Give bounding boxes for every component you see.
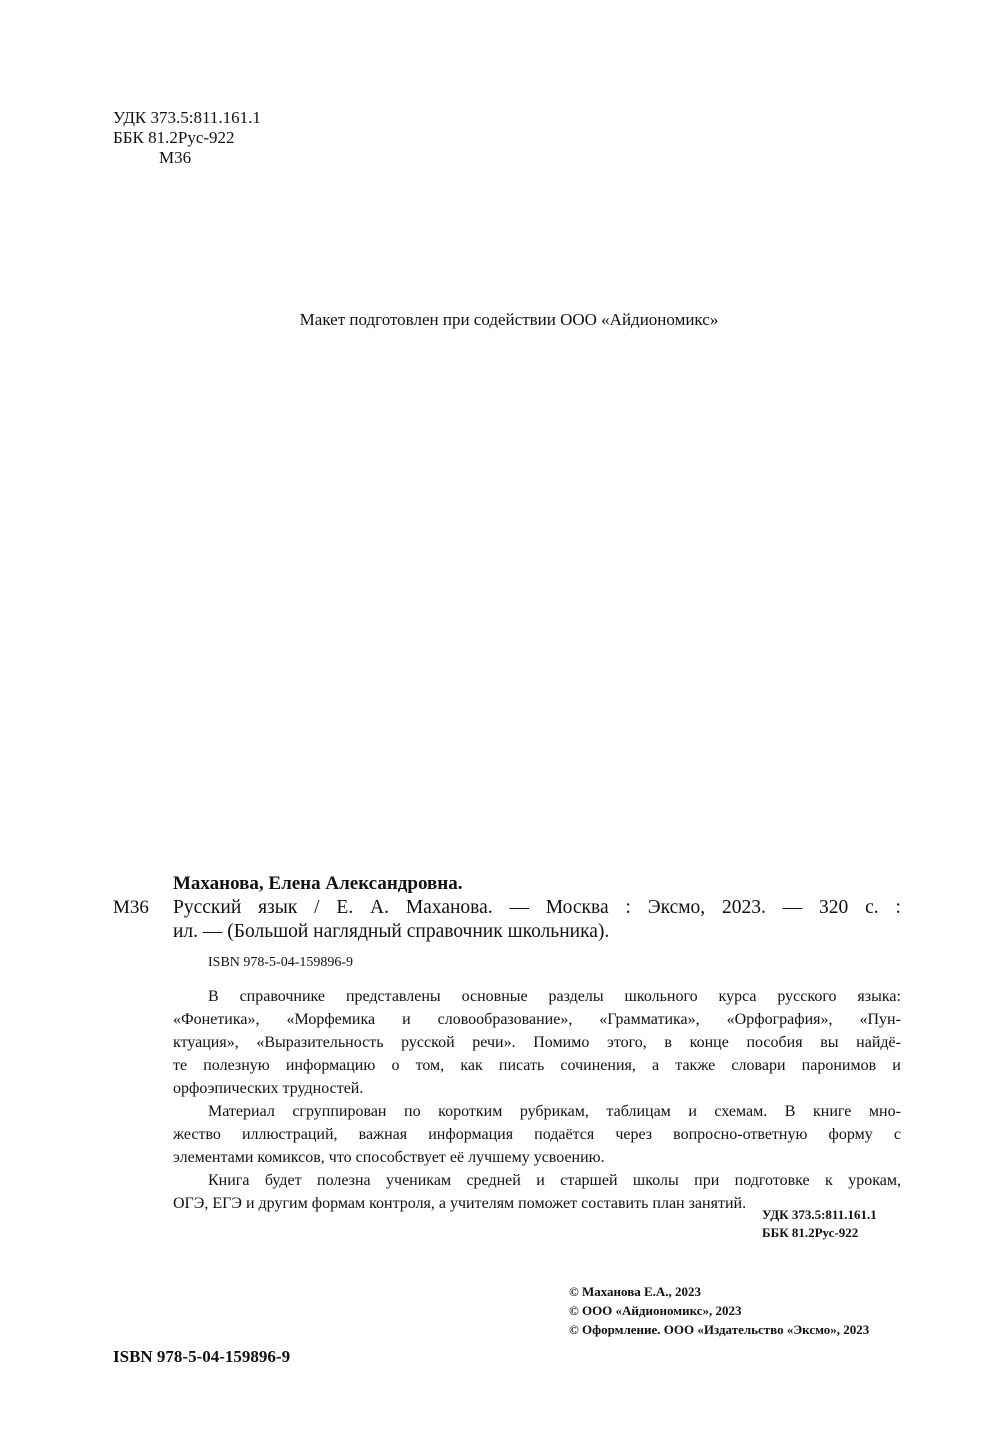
title-word: Эксмо, bbox=[647, 897, 706, 918]
title-word: : bbox=[895, 897, 901, 918]
title-word: Русский bbox=[173, 897, 242, 918]
isbn-large: ISBN 978-5-04-159896-9 bbox=[113, 1347, 291, 1366]
title-word: Е. bbox=[336, 897, 354, 918]
copyright-aidionomics: © ООО «Айдиономикс», 2023 bbox=[569, 1303, 742, 1318]
card-author: Маханова, Елена Александровна. bbox=[173, 873, 463, 894]
copyright-author: © Маханова Е.А., 2023 bbox=[569, 1284, 702, 1299]
udk-code: УДК 373.5:811.161.1 bbox=[113, 108, 261, 127]
title-word: / bbox=[314, 897, 320, 918]
title-word: — bbox=[782, 897, 803, 918]
annotation-line: орфоэпических трудностей. bbox=[173, 1080, 364, 1097]
copyright-block bbox=[569, 1282, 869, 1339]
top-classification-codes bbox=[113, 108, 261, 168]
card-author-sign: М36 bbox=[113, 897, 149, 918]
title-word: Москва bbox=[545, 897, 609, 918]
annotation-line: элементами комиксов, что способствует её лучшему усвоению. bbox=[173, 1149, 605, 1166]
card-udk-code: УДК 373.5:811.161.1 bbox=[762, 1207, 877, 1222]
card-annotation bbox=[173, 985, 901, 1215]
annotation-line: жество иллюстраций, важная информация подаётся через вопросно-ответную форму с bbox=[173, 1126, 901, 1143]
annotation-line: Книга будет полезна ученикам средней и старшей школы при подготовке к урокам, bbox=[208, 1172, 901, 1189]
annotation-line: «Фонетика», «Морфемика и словообразование», «Грамматика», «Орфография», «Пун- bbox=[173, 1011, 901, 1028]
title-word: Маханова. bbox=[405, 897, 493, 918]
title-word: 320 bbox=[819, 897, 849, 918]
card-title-line-2: ил. — (Большой наглядный справочник школьника). bbox=[173, 921, 610, 942]
card-title-line-1 bbox=[173, 896, 901, 920]
author-sign: М36 bbox=[159, 148, 192, 167]
title-word: : bbox=[625, 897, 631, 918]
title-word: язык bbox=[258, 897, 298, 918]
production-credit: Макет подготовлен при содействии ООО «Айдиономикс» bbox=[299, 310, 719, 329]
title-word: 2023. bbox=[722, 897, 766, 918]
copyright-design: © Оформление. ООО «Издательство «Эксмо», 2023 bbox=[569, 1322, 870, 1337]
bbk-code: ББК 81.2Рус-922 bbox=[113, 128, 235, 147]
card-classification-codes bbox=[762, 1206, 877, 1242]
title-word: А. bbox=[370, 897, 389, 918]
annotation-line: ктуация», «Выразительность русской речи». Помимо этого, в конце пособия вы найдё- bbox=[173, 1034, 901, 1051]
annotation-line: ОГЭ, ЕГЭ и другим формам контроля, а учителям поможет составить план занятий. bbox=[173, 1195, 747, 1212]
card-isbn: ISBN 978-5-04-159896-9 bbox=[208, 955, 354, 970]
annotation-line: те полезную информацию о том, как писать сочинения, а также словари паронимов и bbox=[173, 1057, 901, 1074]
title-word: — bbox=[509, 897, 529, 918]
title-word: с. bbox=[865, 897, 879, 918]
annotation-line: Материал сгруппирован по коротким рубрикам, таблицам и схемам. В книге мно- bbox=[208, 1103, 901, 1120]
card-bbk-code: ББК 81.2Рус-922 bbox=[762, 1225, 859, 1240]
annotation-line: В справочнике представлены основные разделы школьного курса русского языка: bbox=[208, 988, 901, 1005]
